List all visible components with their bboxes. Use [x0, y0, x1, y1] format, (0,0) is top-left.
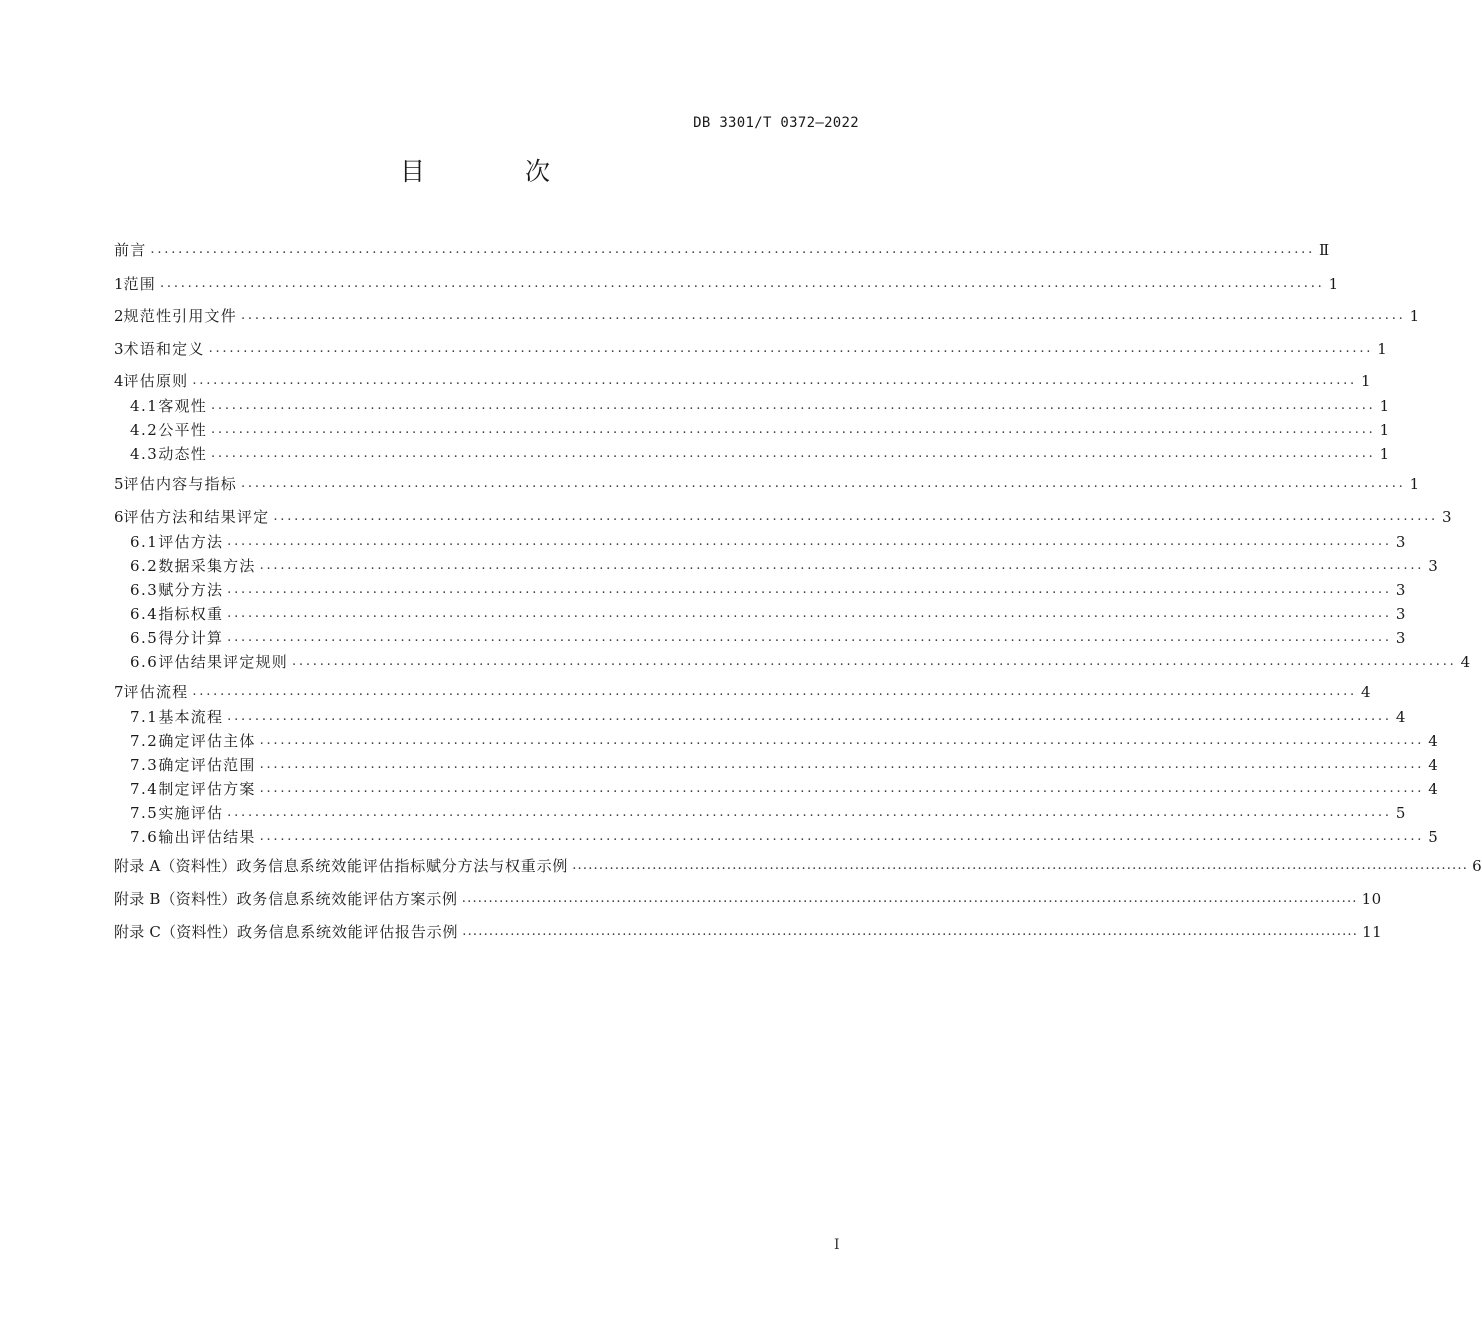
- toc-entry-label: 评估原则: [123, 372, 189, 390]
- toc-entry-number: 4: [114, 372, 124, 390]
- toc-entry-page: 4: [1361, 683, 1372, 701]
- toc-leader: ........................................................................................................................................................................: [461, 891, 1358, 906]
- toc-entry-page: 1: [1409, 307, 1420, 325]
- appendix-title: 政务信息系统效能评估方案示例: [236, 890, 458, 908]
- toc-entry-label: 评估内容与指标: [123, 475, 237, 493]
- toc-entry-label: 评估方法和结果评定: [123, 508, 270, 526]
- toc-entry-label: 数据采集方法: [158, 557, 256, 575]
- toc-leader: ........................................................................................................................................................................: [291, 654, 1457, 669]
- toc-entry-7-5[interactable]: [130, 801, 1406, 823]
- toc-leader: ........................................................................................................................................................................: [273, 509, 1438, 524]
- toc-leader: ........................................................................................................................................................................: [259, 558, 1425, 573]
- toc-leader: ........................................................................................................................................................................: [462, 924, 1359, 939]
- toc-leader: ........................................................................................................................................................................: [259, 757, 1425, 772]
- toc-leader: ........................................................................................................................................................................: [192, 684, 1357, 699]
- toc-leader: ........................................................................................................................................................................: [259, 781, 1425, 796]
- toc-entry-label: 确定评估范围: [158, 756, 256, 774]
- toc-entry-6-1[interactable]: [130, 530, 1406, 552]
- toc-leader: ........................................................................................................................................................................: [227, 534, 1392, 549]
- toc-entry-6-3[interactable]: [130, 578, 1406, 600]
- toc-entry-label: 实施评估: [158, 804, 224, 822]
- toc-entry-number: 7: [114, 683, 124, 701]
- toc-entry-number: 7.1: [130, 708, 159, 726]
- toc-entry-number: 6.6: [130, 653, 159, 671]
- toc-entry-page: 5: [1395, 804, 1406, 822]
- toc-entry-number: 6.3: [130, 581, 159, 599]
- toc-entry-page: 1: [1361, 372, 1372, 390]
- toc-entry-number: 7.6: [130, 828, 159, 846]
- toc-entry-label: 指标权重: [158, 605, 224, 623]
- toc-entry-6[interactable]: [114, 505, 1453, 527]
- toc-entry-label: 基本流程: [158, 708, 224, 726]
- toc-entry-number: 6.5: [130, 629, 159, 647]
- toc-leader: ........................................................................................................................................................................: [150, 242, 1316, 257]
- toc-leader: ........................................................................................................................................................................: [192, 373, 1357, 388]
- toc-leader: ........................................................................................................................................................................: [227, 630, 1392, 645]
- toc-entry-7[interactable]: [114, 680, 1372, 702]
- toc-leader: ........................................................................................................................................................................: [210, 446, 1376, 461]
- toc-entry-6-4[interactable]: [130, 602, 1406, 624]
- toc-entry-number: 6: [114, 508, 124, 526]
- toc-leader: ........................................................................................................................................................................: [210, 398, 1376, 413]
- toc-leader: ........................................................................................................................................................................: [240, 308, 1406, 323]
- toc-leader: ........................................................................................................................................................................: [240, 476, 1406, 491]
- toc-entry-page: Ⅱ: [1319, 241, 1330, 259]
- toc-appendix-b[interactable]: [114, 887, 1382, 909]
- toc-entry-label: 制定评估方案: [158, 780, 256, 798]
- toc-entry-page: 1: [1379, 397, 1390, 415]
- appendix-tag: 附录 C（资料性）: [114, 923, 238, 941]
- toc-entry-number: 6.1: [130, 533, 159, 551]
- toc-entry-page: 3: [1442, 508, 1453, 526]
- toc-entry-page: 3: [1395, 629, 1406, 647]
- toc-entry-number: 4.2: [130, 421, 159, 439]
- toc-entry-label: 输出评估结果: [158, 828, 256, 846]
- toc-entry-label: 评估流程: [123, 683, 189, 701]
- toc-leader: ........................................................................................................................................................................: [227, 582, 1392, 597]
- toc-leader: ........................................................................................................................................................................: [259, 733, 1425, 748]
- toc-entry-label: 规范性引用文件: [123, 307, 237, 325]
- toc-entry-7-3[interactable]: [130, 753, 1439, 775]
- toc-leader: ........................................................................................................................................................................: [210, 422, 1376, 437]
- toc-entry-label: 确定评估主体: [158, 732, 256, 750]
- toc-entry-4-3[interactable]: [130, 442, 1390, 464]
- toc-entry-number: 4.1: [130, 397, 159, 415]
- toc-entry-page: 3: [1428, 557, 1439, 575]
- toc-entry-label: 赋分方法: [158, 581, 224, 599]
- toc-entry-page: 3: [1395, 533, 1406, 551]
- toc-entry-page: 4: [1428, 756, 1439, 774]
- toc-entry-page: 10: [1361, 890, 1382, 908]
- toc-entry-2[interactable]: [114, 304, 1420, 326]
- toc-entry-4-1[interactable]: [130, 394, 1390, 416]
- appendix-title: 政务信息系统效能评估报告示例: [237, 923, 459, 941]
- toc-entry-page: 1: [1377, 340, 1388, 358]
- toc-entry-number: 4.3: [130, 445, 159, 463]
- toc-leader: ........................................................................................................................................................................: [227, 606, 1392, 621]
- appendix-tag: 附录 B（资料性）: [114, 890, 237, 908]
- toc-entry-page: 1: [1379, 421, 1390, 439]
- toc-entry-6-6[interactable]: [130, 650, 1471, 672]
- toc-entry-6-5[interactable]: [130, 626, 1406, 648]
- toc-entry-5[interactable]: [114, 472, 1420, 494]
- page-number: I: [834, 1237, 840, 1253]
- toc-entry-label: 评估方法: [158, 533, 224, 551]
- toc-entry-foreword[interactable]: [114, 238, 1330, 260]
- toc-entry-4[interactable]: [114, 369, 1372, 391]
- toc-entry-number: 6.4: [130, 605, 159, 623]
- toc-entry-7-1[interactable]: [130, 705, 1406, 727]
- toc-entry-page: 1: [1328, 275, 1339, 293]
- toc-appendix-a[interactable]: [114, 854, 1482, 876]
- toc-entry-page: 1: [1379, 445, 1390, 463]
- toc-entry-page: 5: [1428, 828, 1439, 846]
- toc-leader: ........................................................................................................................................................................: [227, 709, 1392, 724]
- toc-entry-number: 2: [114, 307, 124, 325]
- toc-entry-number: 7.3: [130, 756, 159, 774]
- toc-entry-label: 前言: [114, 241, 147, 259]
- toc-entry-label: 范围: [123, 275, 156, 293]
- appendix-title: 政务信息系统效能评估指标赋分方法与权重示例: [236, 857, 569, 875]
- toc-leader: ........................................................................................................................................................................: [208, 341, 1374, 356]
- page-title: 目 次: [400, 157, 596, 186]
- toc-entry-7-4[interactable]: [130, 777, 1439, 799]
- document-code: DB 3301/T 0372—2022: [693, 115, 859, 131]
- toc-entry-number: 5: [114, 475, 124, 493]
- toc-entry-number: 7.5: [130, 804, 159, 822]
- toc-entry-page: 1: [1409, 475, 1420, 493]
- toc-entry-number: 7.4: [130, 780, 159, 798]
- toc-entry-3[interactable]: [114, 337, 1388, 359]
- toc-entry-page: 4: [1428, 780, 1439, 798]
- toc-entry-page: 11: [1362, 923, 1383, 941]
- toc-leader: ........................................................................................................................................................................: [572, 858, 1469, 873]
- toc-leader: ........................................................................................................................................................................: [259, 829, 1425, 844]
- appendix-tag: 附录 A（资料性）: [114, 857, 237, 875]
- toc-leader: ........................................................................................................................................................................: [227, 805, 1392, 820]
- toc-entry-label: 评估结果评定规则: [158, 653, 288, 671]
- toc-entry-4-2[interactable]: [130, 418, 1390, 440]
- toc-appendix-c[interactable]: [114, 920, 1383, 942]
- toc-entry-page: 4: [1428, 732, 1439, 750]
- toc-entry-page: 3: [1395, 581, 1406, 599]
- toc-entry-number: 6.2: [130, 557, 159, 575]
- toc-entry-label: 术语和定义: [123, 340, 205, 358]
- toc-entry-label: 客观性: [158, 397, 207, 415]
- toc-entry-number: 1: [114, 275, 124, 293]
- toc-entry-1[interactable]: [114, 272, 1339, 294]
- toc-leader: ........................................................................................................................................................................: [159, 276, 1325, 291]
- toc-entry-page: 6: [1472, 857, 1482, 875]
- toc-entry-6-2[interactable]: [130, 554, 1439, 576]
- toc-entry-page: 4: [1395, 708, 1406, 726]
- toc-entry-page: 3: [1395, 605, 1406, 623]
- toc-entry-7-2[interactable]: [130, 729, 1439, 751]
- toc-entry-number: 7.2: [130, 732, 159, 750]
- toc-entry-page: 4: [1460, 653, 1471, 671]
- toc-entry-label: 动态性: [158, 445, 207, 463]
- toc-entry-7-6[interactable]: [130, 825, 1439, 847]
- toc-entry-number: 3: [114, 340, 124, 358]
- toc-entry-label: 得分计算: [158, 629, 224, 647]
- toc-entry-label: 公平性: [158, 421, 207, 439]
